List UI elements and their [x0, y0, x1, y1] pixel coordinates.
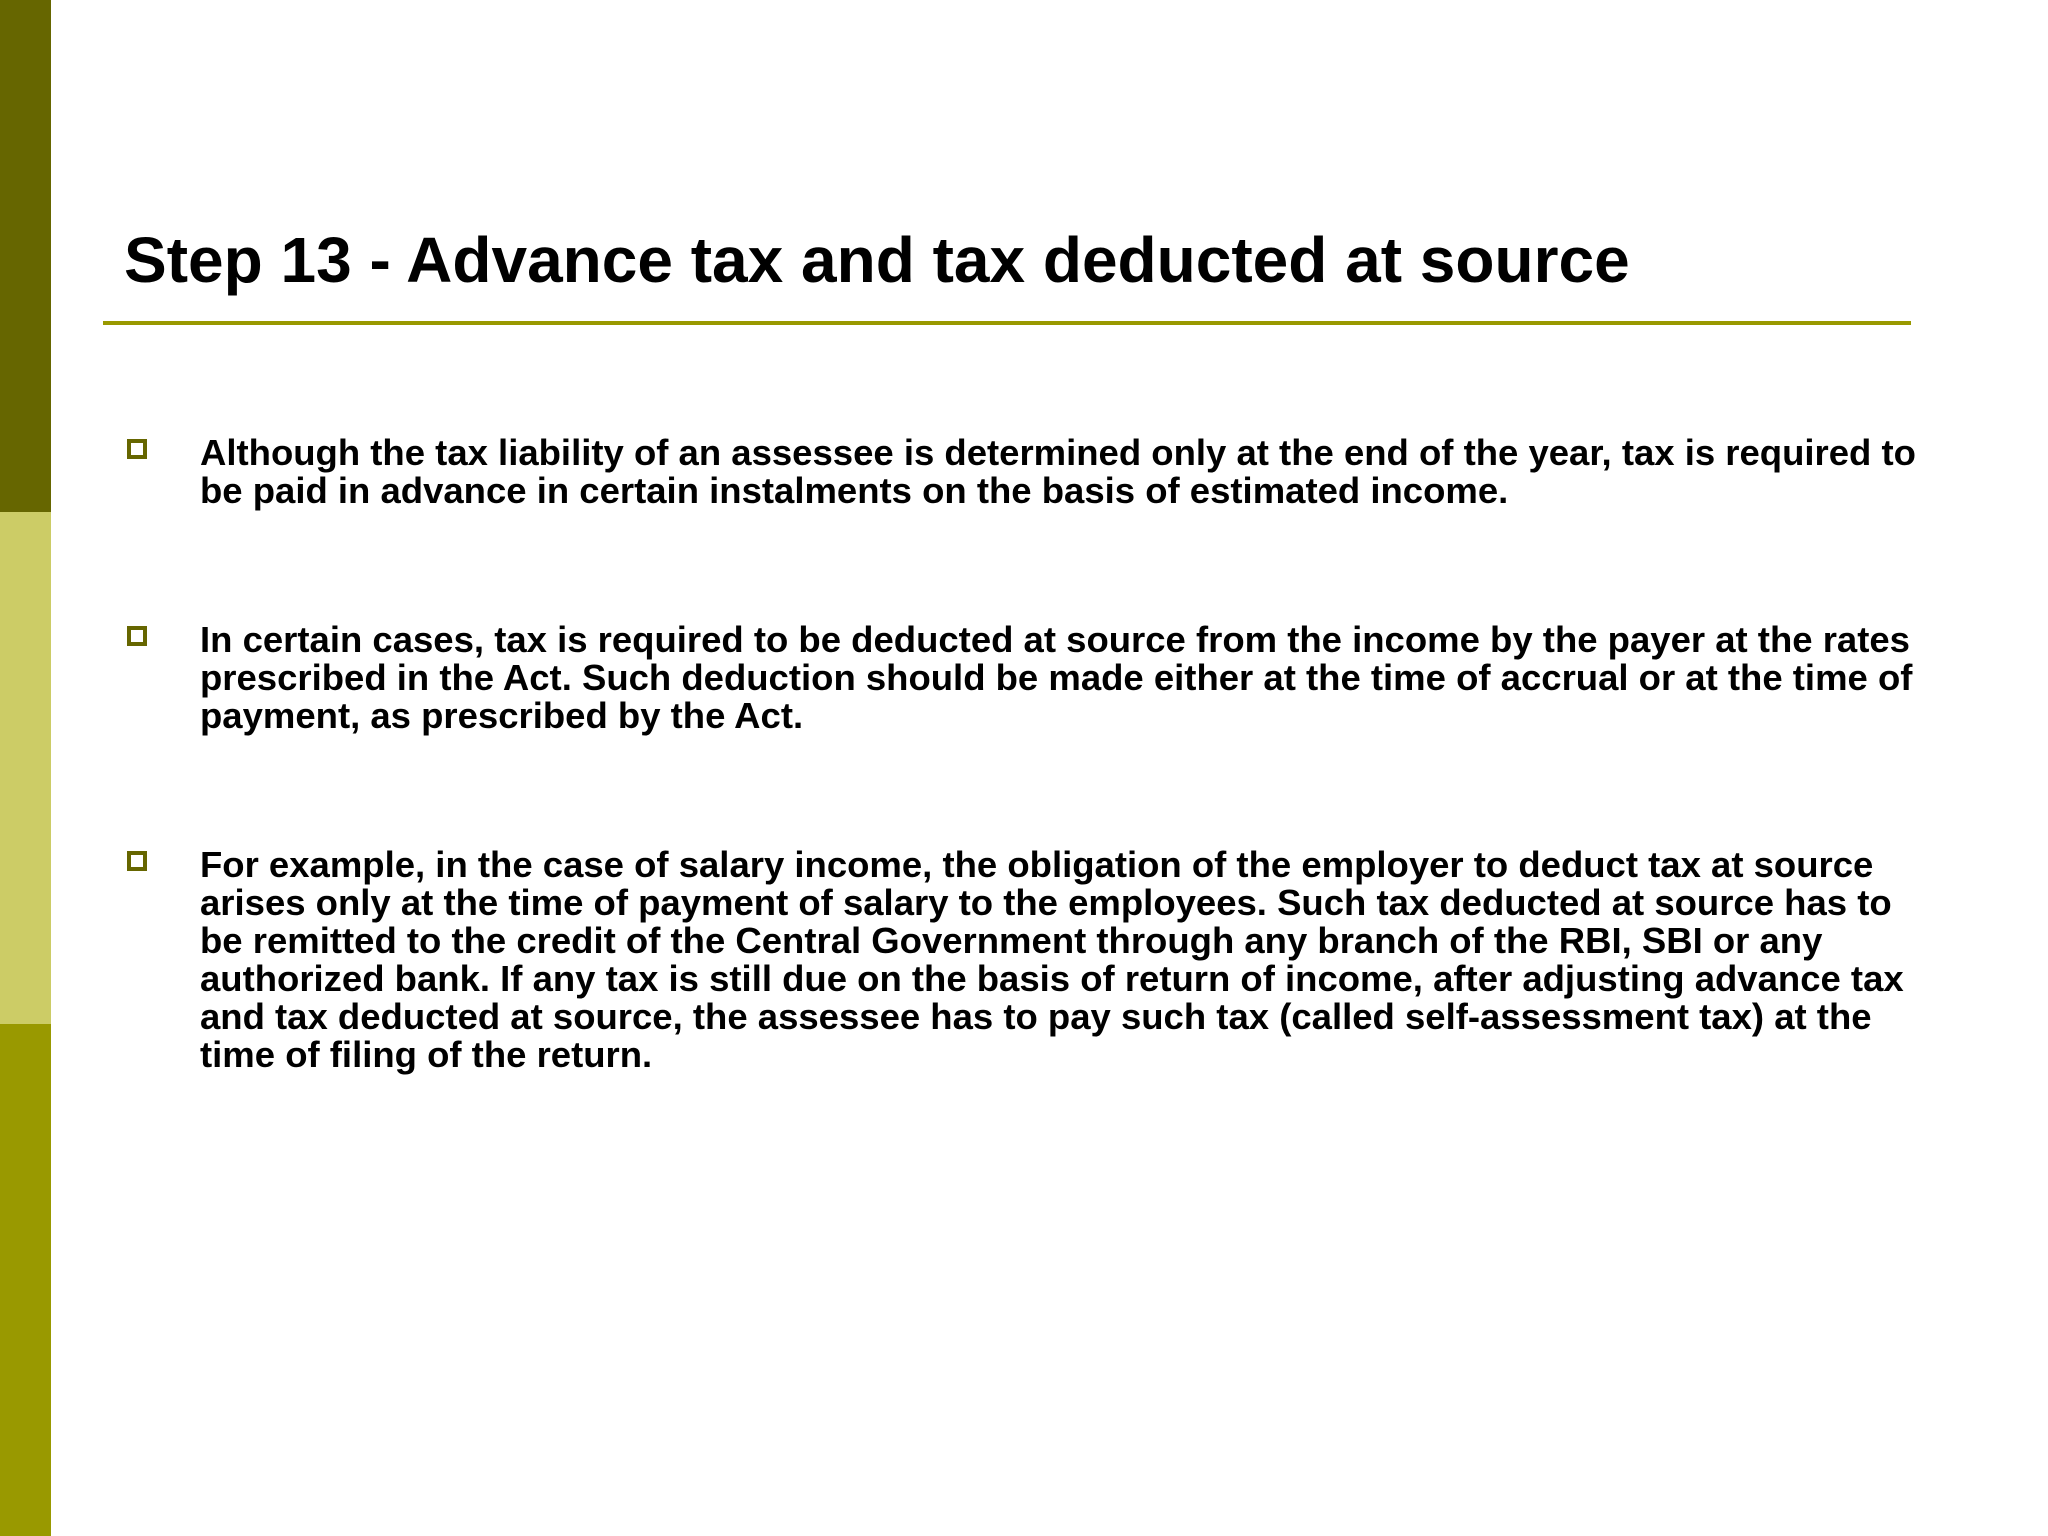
sidebar-segment-top	[0, 0, 51, 512]
hollow-square-bullet-icon	[127, 626, 147, 646]
bullet-item	[124, 846, 1924, 1074]
slide-title: Step 13 - Advance tax and tax deducted at source	[124, 224, 1630, 296]
bullet-text: For example, in the case of salary income, the obligation of the employer to deduct tax at source arises only at the time of payment of salary to the employees. Such tax deducted at source has to be remitted to the credit of the Central Government through any branch of the RBI, SBI or any authorized bank. If any tax is still due on the basis of return of income, after adjusting advance tax and tax deducted at source, the assessee has to pay such tax (called self-assessment tax) at the time of filing of the return.	[200, 844, 1904, 1075]
bullet-text: Although the tax liability of an assessee is determined only at the end of the year, tax is required to be paid in advance in certain instalments on the basis of estimated income.	[200, 432, 1916, 511]
title-underline	[103, 321, 1911, 325]
decorative-sidebar	[0, 0, 51, 1536]
bullet-text: In certain cases, tax is required to be deducted at source from the income by the payer at the rates prescribed in the Act. Such deduction should be made either at the time of accrual or at the time of payment, as prescribed by the Act.	[200, 619, 1913, 736]
sidebar-segment-bottom	[0, 1024, 51, 1536]
sidebar-segment-middle	[0, 512, 51, 1024]
hollow-square-bullet-icon	[127, 851, 147, 871]
bullet-item	[124, 434, 1924, 510]
bullet-list	[124, 434, 1924, 1074]
bullet-item	[124, 621, 1924, 735]
hollow-square-bullet-icon	[127, 439, 147, 459]
